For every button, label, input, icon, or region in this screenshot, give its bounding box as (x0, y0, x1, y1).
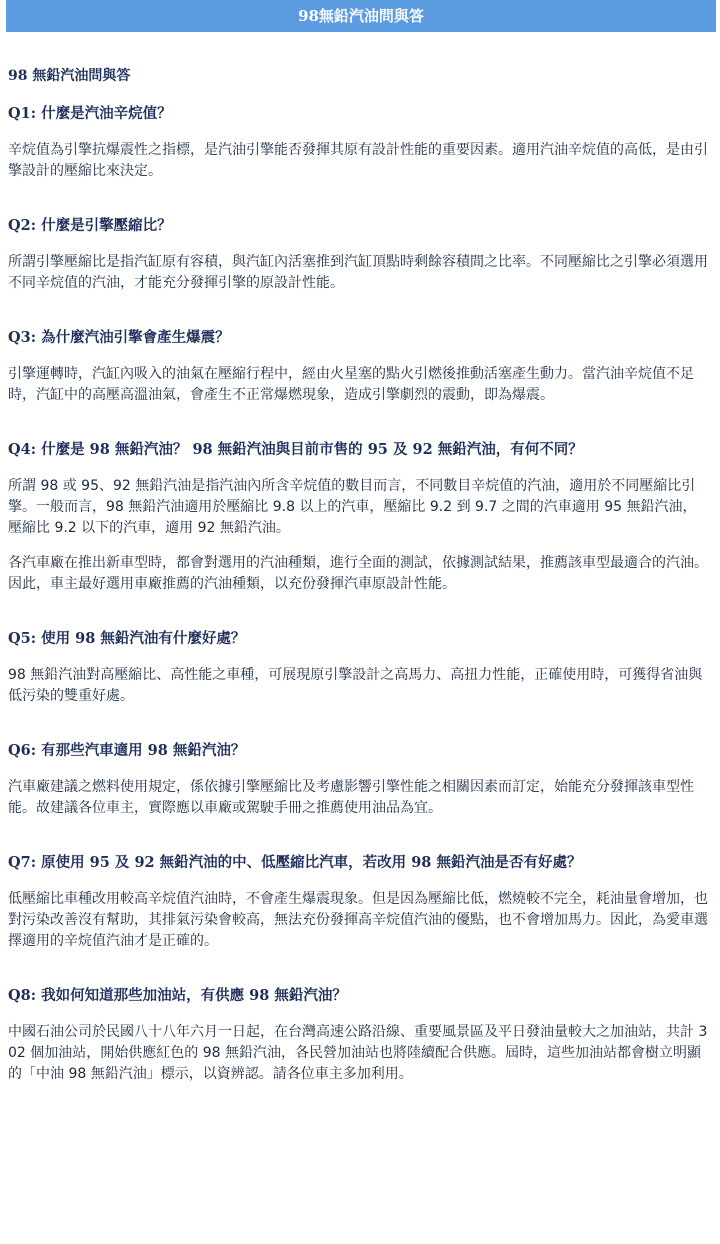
question-5: Q5: 使用 98 無鉛汽油有什麼好處？ (8, 630, 246, 647)
faq-content (8, 66, 708, 1119)
answer-6: 汽車廠建議之燃料使用規定，係依據引擎壓縮比及考慮影響引擎性能之相關因素而訂定，始能充分發揮該車型性能。故建議各位車主，實際應以車廠或駕駛手冊之推薦使用油品為宜。 (8, 779, 694, 816)
question-1: Q1: 什麼是汽油辛烷值？ (8, 105, 172, 122)
document-heading: 98 無鉛汽油問與答 (8, 68, 131, 84)
answer-3: 引擎運轉時，汽缸內吸入的油氣在壓縮行程中，經由火星塞的點火引燃後推動活塞產生動力。當汽油辛烷值不足時，汽缸中的高壓高溫油氣，會產生不正常爆燃現象，造成引擎劇烈的震動，即為爆震。 (8, 366, 694, 403)
qa-item-3 (8, 328, 708, 406)
qa-item-2 (8, 216, 708, 294)
answer-4-paragraph-2: 各汽車廠在推出新車型時，都會對選用的汽油種類，進行全面的測試，依據測試結果，推薦該車型最適合的汽油。因此，車主最好選用車廠推薦的汽油種類，以充份發揮汽車原設計性能。 (8, 555, 708, 592)
question-2: Q2: 什麼是引擎壓縮比？ (8, 217, 172, 234)
answer-7: 低壓縮比車種改用較高辛烷值汽油時，不會產生爆震現象。但是因為壓縮比低，燃燒較不完全，耗油量會增加，也對污染改善沒有幫助，其排氣污染會較高，無法充份發揮高辛烷值汽油的優點，也不會增加馬力。因此，為愛車選擇適用的辛烷值汽油才是正確的。 (8, 891, 708, 949)
answer-4-paragraph-1: 所謂 98 或 95、92 無鉛汽油是指汽油內所含辛烷值的數目而言，不同數目辛烷值的汽油，適用於不同壓縮比引擎。一般而言，98 無鉛汽油適用於壓縮比 9.8 以上的汽車，壓縮比 9.2 到 9.7 之間的汽車適用 95 無鉛汽油，壓縮比 9.2 以下的汽車，適用 92 無鉛汽油。 (8, 478, 697, 536)
page-title-bar (6, 0, 716, 32)
qa-item-8 (8, 986, 708, 1085)
page-title: 98無鉛汽油問與答 (298, 7, 424, 25)
question-4: Q4: 什麼是 98 無鉛汽油？ 98 無鉛汽油與目前市售的 95 及 92 無鉛汽油，有何不同？ (8, 441, 583, 458)
answer-2: 所謂引擎壓縮比是指汽缸原有容積，與汽缸內活塞推到汽缸頂點時剩餘容積間之比率。不同壓縮比之引擎必須選用不同辛烷值的汽油，才能充分發揮引擎的原設計性能。 (8, 254, 708, 291)
question-8: Q8: 我如何知道那些加油站，有供應 98 無鉛汽油？ (8, 987, 347, 1004)
question-6: Q6: 有那些汽車適用 98 無鉛汽油？ (8, 742, 246, 759)
question-3: Q3: 為什麼汽油引擎會產生爆震？ (8, 329, 230, 346)
qa-item-4 (8, 440, 708, 595)
qa-item-1 (8, 104, 708, 182)
qa-item-7 (8, 853, 708, 952)
answer-5: 98 無鉛汽油對高壓縮比、高性能之車種，可展現原引擎設計之高馬力、高扭力性能，正確使用時，可獲得省油與低污染的雙重好處。 (8, 667, 703, 704)
answer-8: 中國石油公司於民國八十八年六月一日起，在台灣高速公路沿線、重要風景區及平日發油量較大之加油站，共計 302 個加油站，開始供應紅色的 98 無鉛汽油，各民營加油站也將陸續配合供應。屆時，這些加油站都會樹立明顯的「中油 98 無鉛汽油」標示，以資辨認。請各位車主多加利用。 (8, 1024, 708, 1082)
qa-item-6 (8, 741, 708, 819)
question-7: Q7: 原使用 95 及 92 無鉛汽油的中、低壓縮比汽車，若改用 98 無鉛汽油是否有好處？ (8, 854, 582, 871)
answer-1: 辛烷值為引擎抗爆震性之指標，是汽油引擎能否發揮其原有設計性能的重要因素。適用汽油辛烷值的高低，是由引擎設計的壓縮比來決定。 (8, 142, 708, 179)
qa-item-5 (8, 629, 708, 707)
